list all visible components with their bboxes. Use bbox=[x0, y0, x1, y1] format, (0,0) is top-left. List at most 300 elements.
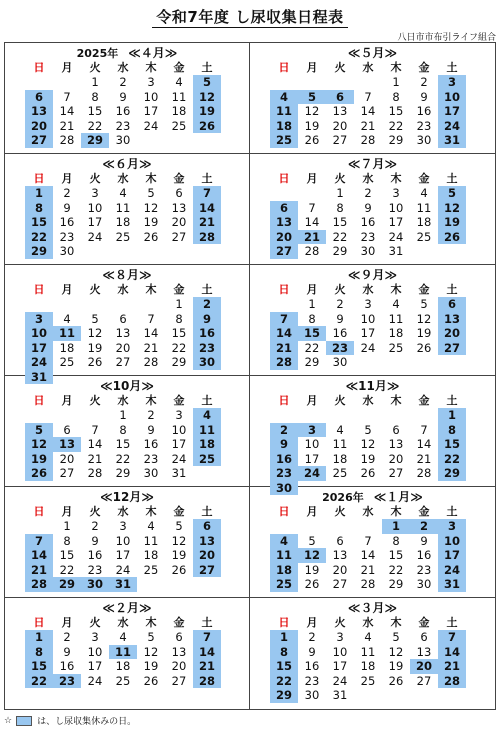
holiday-day: 7 bbox=[25, 534, 53, 549]
day: 1 bbox=[392, 75, 400, 89]
holiday-day: 31 bbox=[438, 133, 466, 148]
day: 20 bbox=[332, 118, 348, 133]
weekday-header bbox=[25, 171, 221, 186]
holiday-day: 30 bbox=[270, 481, 298, 496]
day-grid bbox=[270, 186, 466, 259]
holiday-day: 17 bbox=[25, 341, 53, 356]
day: 19 bbox=[87, 340, 103, 355]
day-grid bbox=[25, 630, 221, 688]
empty-day bbox=[298, 75, 326, 90]
day: 28 bbox=[360, 133, 376, 147]
weekday-label: 月 bbox=[306, 505, 318, 518]
day-grid bbox=[25, 519, 221, 592]
day: 21 bbox=[143, 340, 159, 355]
day: 18 bbox=[115, 659, 131, 673]
day: 18 bbox=[388, 326, 404, 340]
day: 9 bbox=[91, 533, 99, 548]
day: 10 bbox=[304, 437, 320, 451]
weekday-header bbox=[270, 282, 466, 297]
day: 17 bbox=[304, 451, 320, 466]
weekday-label: 火 bbox=[334, 394, 346, 407]
day: 31 bbox=[388, 244, 404, 258]
day: 3 bbox=[336, 630, 344, 644]
weekday-label: 金 bbox=[418, 394, 430, 407]
day: 4 bbox=[63, 311, 71, 326]
day: 6 bbox=[420, 630, 428, 644]
day: 16 bbox=[416, 104, 432, 118]
weekday-header bbox=[25, 282, 221, 297]
empty-day bbox=[382, 408, 410, 423]
day: 26 bbox=[360, 466, 376, 480]
weekday-label: 日 bbox=[278, 61, 290, 74]
holiday-day: 14 bbox=[438, 645, 466, 660]
day: 26 bbox=[171, 562, 187, 577]
day: 24 bbox=[87, 229, 103, 244]
day: 19 bbox=[360, 451, 376, 466]
day: 28 bbox=[304, 244, 320, 258]
weekday-label: 水 bbox=[362, 394, 374, 407]
day: 26 bbox=[304, 133, 320, 147]
day: 24 bbox=[143, 118, 159, 133]
day: 16 bbox=[143, 437, 159, 451]
day: 3 bbox=[392, 186, 400, 200]
day: 10 bbox=[87, 200, 103, 215]
day: 29 bbox=[388, 577, 404, 591]
holiday-day: 4 bbox=[270, 534, 298, 549]
holiday-day: 25 bbox=[270, 133, 298, 148]
day: 6 bbox=[119, 311, 127, 326]
weekday-label: 木 bbox=[390, 616, 402, 629]
day: 18 bbox=[332, 451, 348, 466]
empty-day bbox=[326, 519, 354, 534]
day: 24 bbox=[87, 673, 103, 688]
holiday-day: 31 bbox=[438, 577, 466, 592]
month-panel bbox=[5, 376, 250, 487]
day: 22 bbox=[59, 562, 75, 577]
weekday-label: 土 bbox=[446, 283, 458, 296]
weekday-label: 火 bbox=[89, 616, 101, 629]
day: 8 bbox=[392, 89, 400, 104]
month-label: ≪５月≫ bbox=[347, 46, 398, 60]
day: 7 bbox=[364, 533, 372, 548]
day-grid bbox=[25, 408, 221, 481]
weekday-label: 水 bbox=[117, 505, 129, 518]
holiday-day: 25 bbox=[193, 452, 221, 467]
holiday-day: 12 bbox=[438, 201, 466, 216]
day: 21 bbox=[87, 451, 103, 466]
day: 12 bbox=[87, 326, 103, 340]
holiday-day: 1 bbox=[25, 630, 53, 645]
holiday-day: 20 bbox=[270, 230, 298, 245]
day: 19 bbox=[143, 215, 159, 229]
day: 27 bbox=[59, 466, 75, 480]
day: 27 bbox=[332, 577, 348, 591]
day: 13 bbox=[171, 200, 187, 215]
month-panel bbox=[5, 154, 250, 265]
empty-day bbox=[298, 408, 326, 423]
day: 28 bbox=[87, 466, 103, 480]
day: 14 bbox=[304, 215, 320, 229]
day-grid bbox=[270, 408, 466, 495]
day: 5 bbox=[147, 186, 155, 200]
holiday-day: 12 bbox=[25, 437, 53, 452]
weekday-label: 金 bbox=[418, 283, 430, 296]
holiday-day: 29 bbox=[81, 133, 109, 148]
day: 3 bbox=[175, 408, 183, 422]
month-label: ≪２月≫ bbox=[102, 601, 152, 615]
day: 23 bbox=[416, 562, 432, 577]
day: 15 bbox=[388, 104, 404, 118]
day: 28 bbox=[143, 355, 159, 369]
weekday-label: 日 bbox=[278, 505, 290, 518]
holiday-day: 3 bbox=[438, 75, 466, 90]
weekday-label: 木 bbox=[145, 283, 157, 296]
empty-day bbox=[270, 519, 298, 534]
holiday-day: 13 bbox=[53, 437, 81, 452]
holiday-day: 23 bbox=[326, 341, 354, 356]
weekday-label: 日 bbox=[33, 505, 45, 518]
day: 18 bbox=[115, 215, 131, 229]
month-panel bbox=[250, 265, 495, 376]
empty-day bbox=[354, 519, 382, 534]
month-label: ≪９月≫ bbox=[347, 268, 398, 282]
day: 16 bbox=[360, 215, 376, 229]
holiday-day: 6 bbox=[438, 297, 466, 312]
holiday-day: 2 bbox=[270, 423, 298, 438]
month-title bbox=[5, 599, 249, 616]
day: 18 bbox=[171, 104, 187, 118]
holiday-day: 9 bbox=[270, 437, 298, 452]
holiday-day: 22 bbox=[438, 452, 466, 467]
empty-day bbox=[53, 408, 81, 423]
day: 24 bbox=[115, 562, 131, 577]
day: 5 bbox=[147, 630, 155, 644]
holiday-day: 23 bbox=[193, 341, 221, 356]
holiday-day: 7 bbox=[438, 630, 466, 645]
day: 11 bbox=[360, 644, 376, 659]
day: 2 bbox=[91, 519, 99, 533]
day: 2 bbox=[420, 75, 428, 89]
month-panel bbox=[5, 487, 250, 598]
weekday-label: 水 bbox=[362, 61, 374, 74]
organization-name: 八日市市布引ライフ組合 bbox=[397, 33, 496, 43]
holiday-day: 4 bbox=[193, 408, 221, 423]
day: 24 bbox=[388, 229, 404, 244]
weekday-label: 水 bbox=[117, 61, 129, 74]
holiday-day: 21 bbox=[270, 341, 298, 356]
holiday-day: 6 bbox=[270, 201, 298, 216]
empty-day bbox=[81, 408, 109, 423]
day: 21 bbox=[360, 562, 376, 577]
holiday-day: 11 bbox=[109, 645, 137, 660]
weekday-label: 木 bbox=[145, 394, 157, 407]
day: 2 bbox=[119, 75, 127, 89]
day: 2 bbox=[63, 630, 71, 644]
holiday-day: 6 bbox=[326, 90, 354, 105]
day: 1 bbox=[91, 75, 99, 89]
holiday-day: 8 bbox=[25, 201, 53, 216]
day: 22 bbox=[332, 229, 348, 244]
day-grid bbox=[25, 75, 221, 148]
day: 5 bbox=[308, 533, 316, 548]
day: 20 bbox=[115, 340, 131, 355]
weekday-label: 金 bbox=[173, 61, 185, 74]
day: 22 bbox=[115, 451, 131, 466]
weekday-label: 水 bbox=[362, 616, 374, 629]
holiday-day: 29 bbox=[438, 466, 466, 481]
day: 25 bbox=[416, 229, 432, 244]
day: 15 bbox=[388, 548, 404, 562]
day: 14 bbox=[360, 104, 376, 118]
holiday-day: 28 bbox=[193, 230, 221, 245]
day: 7 bbox=[147, 311, 155, 326]
legend bbox=[4, 714, 136, 727]
day: 27 bbox=[171, 229, 187, 244]
day: 10 bbox=[115, 533, 131, 548]
day: 12 bbox=[171, 533, 187, 548]
day: 14 bbox=[360, 548, 376, 562]
weekday-label: 月 bbox=[61, 505, 73, 518]
day: 28 bbox=[59, 133, 75, 147]
day: 17 bbox=[87, 659, 103, 673]
holiday-day: 26 bbox=[438, 230, 466, 245]
holiday-day: 14 bbox=[25, 548, 53, 563]
weekday-label: 土 bbox=[201, 61, 213, 74]
month-title bbox=[250, 155, 495, 172]
day: 14 bbox=[59, 104, 75, 118]
day: 22 bbox=[87, 118, 103, 133]
holiday-day: 5 bbox=[438, 186, 466, 201]
holiday-day: 10 bbox=[25, 326, 53, 341]
month-label: ≪４月≫ bbox=[128, 46, 178, 60]
holiday-day: 5 bbox=[25, 423, 53, 438]
day: 9 bbox=[420, 89, 428, 104]
holiday-day: 4 bbox=[270, 90, 298, 105]
day: 11 bbox=[115, 200, 131, 215]
day: 25 bbox=[143, 562, 159, 577]
day: 30 bbox=[332, 355, 348, 369]
weekday-label: 火 bbox=[89, 283, 101, 296]
day: 2 bbox=[308, 630, 316, 644]
empty-day bbox=[109, 297, 137, 312]
day: 23 bbox=[115, 118, 131, 133]
holiday-day: 28 bbox=[270, 355, 298, 370]
holiday-day: 31 bbox=[25, 370, 53, 385]
holiday-day: 1 bbox=[25, 186, 53, 201]
day: 11 bbox=[388, 311, 404, 326]
day: 12 bbox=[304, 104, 320, 118]
holiday-day: 2 bbox=[410, 519, 438, 534]
day: 25 bbox=[115, 673, 131, 688]
empty-day bbox=[25, 297, 53, 312]
holiday-day: 20 bbox=[193, 548, 221, 563]
empty-day bbox=[270, 75, 298, 90]
weekday-label: 土 bbox=[446, 394, 458, 407]
day: 7 bbox=[91, 422, 99, 437]
day: 15 bbox=[332, 215, 348, 229]
day: 29 bbox=[115, 466, 131, 480]
weekday-label: 火 bbox=[334, 616, 346, 629]
day: 9 bbox=[420, 533, 428, 548]
day: 12 bbox=[416, 311, 432, 326]
holiday-day: 26 bbox=[193, 119, 221, 134]
day: 17 bbox=[171, 437, 187, 451]
holiday-day: 5 bbox=[193, 75, 221, 90]
empty-day bbox=[270, 297, 298, 312]
day: 19 bbox=[171, 548, 187, 562]
month-panel bbox=[250, 154, 495, 265]
day: 17 bbox=[360, 326, 376, 340]
weekday-header bbox=[270, 171, 466, 186]
holiday-day: 28 bbox=[438, 674, 466, 689]
holiday-day: 8 bbox=[270, 645, 298, 660]
day: 4 bbox=[364, 630, 372, 644]
day: 16 bbox=[416, 548, 432, 562]
day: 17 bbox=[143, 104, 159, 118]
day-grid bbox=[270, 519, 466, 592]
day: 4 bbox=[392, 297, 400, 311]
day: 30 bbox=[143, 466, 159, 480]
day: 13 bbox=[115, 326, 131, 340]
holiday-day: 13 bbox=[193, 534, 221, 549]
day: 10 bbox=[388, 200, 404, 215]
day: 25 bbox=[59, 355, 75, 369]
month-label: ≪12月≫ bbox=[100, 490, 154, 504]
day: 29 bbox=[304, 355, 320, 369]
day: 5 bbox=[392, 630, 400, 644]
holiday-day: 23 bbox=[270, 466, 298, 481]
month-label: ≪７月≫ bbox=[347, 157, 398, 171]
day: 20 bbox=[171, 215, 187, 229]
month-label: ≪６月≫ bbox=[102, 157, 152, 171]
day: 8 bbox=[91, 89, 99, 104]
day: 25 bbox=[332, 466, 348, 480]
day: 6 bbox=[175, 630, 183, 644]
weekday-label: 木 bbox=[145, 616, 157, 629]
day: 15 bbox=[115, 437, 131, 451]
day: 2 bbox=[63, 186, 71, 200]
weekday-header bbox=[270, 393, 466, 408]
holiday-day: 13 bbox=[270, 215, 298, 230]
holiday-day: 24 bbox=[438, 119, 466, 134]
weekday-label: 月 bbox=[306, 283, 318, 296]
holiday-day: 12 bbox=[298, 548, 326, 563]
day: 4 bbox=[147, 519, 155, 533]
day: 23 bbox=[59, 229, 75, 244]
day: 10 bbox=[332, 644, 348, 659]
weekday-label: 月 bbox=[61, 283, 73, 296]
month-title bbox=[5, 488, 249, 505]
day: 2 bbox=[336, 297, 344, 311]
empty-day bbox=[137, 297, 165, 312]
holiday-day: 7 bbox=[193, 630, 221, 645]
weekday-label: 水 bbox=[362, 283, 374, 296]
day: 27 bbox=[171, 673, 187, 688]
weekday-label: 日 bbox=[278, 616, 290, 629]
weekday-header bbox=[270, 504, 466, 519]
weekday-label: 日 bbox=[33, 283, 45, 296]
empty-day bbox=[410, 408, 438, 423]
weekday-label: 火 bbox=[89, 61, 101, 74]
holiday-day: 25 bbox=[270, 577, 298, 592]
day: 26 bbox=[87, 355, 103, 369]
day: 19 bbox=[304, 562, 320, 577]
day: 5 bbox=[364, 422, 372, 437]
day: 17 bbox=[115, 548, 131, 562]
weekday-label: 土 bbox=[446, 61, 458, 74]
day: 27 bbox=[332, 133, 348, 147]
day: 3 bbox=[364, 297, 372, 311]
holiday-day: 19 bbox=[438, 215, 466, 230]
holiday-day: 21 bbox=[438, 659, 466, 674]
holiday-day: 16 bbox=[193, 326, 221, 341]
year-label: 2026年 bbox=[322, 491, 364, 504]
day: 13 bbox=[332, 548, 348, 562]
day: 21 bbox=[59, 118, 75, 133]
weekday-label: 火 bbox=[89, 505, 101, 518]
weekday-label: 木 bbox=[390, 61, 402, 74]
weekday-label: 木 bbox=[145, 505, 157, 518]
holiday-day: 6 bbox=[25, 90, 53, 105]
holiday-day: 11 bbox=[270, 104, 298, 119]
weekday-label: 木 bbox=[390, 394, 402, 407]
weekday-label: 金 bbox=[173, 283, 185, 296]
holiday-day: 30 bbox=[193, 355, 221, 370]
holiday-day: 27 bbox=[270, 244, 298, 259]
holiday-day: 3 bbox=[25, 312, 53, 327]
day: 25 bbox=[388, 340, 404, 355]
day: 24 bbox=[332, 673, 348, 688]
day: 29 bbox=[388, 133, 404, 147]
day: 11 bbox=[171, 89, 187, 104]
holiday-day: 20 bbox=[410, 659, 438, 674]
day: 9 bbox=[336, 311, 344, 326]
day: 30 bbox=[304, 688, 320, 702]
day-grid bbox=[25, 297, 221, 384]
day: 16 bbox=[59, 659, 75, 673]
day: 24 bbox=[171, 451, 187, 466]
weekday-label: 木 bbox=[390, 283, 402, 296]
holiday-day: 21 bbox=[193, 659, 221, 674]
empty-day bbox=[25, 75, 53, 90]
day: 13 bbox=[416, 644, 432, 659]
holiday-day: 7 bbox=[270, 312, 298, 327]
day: 15 bbox=[59, 548, 75, 562]
holiday-day: 18 bbox=[270, 119, 298, 134]
day: 23 bbox=[360, 229, 376, 244]
weekday-label: 水 bbox=[117, 394, 129, 407]
holiday-day: 31 bbox=[109, 577, 137, 592]
day: 15 bbox=[171, 326, 187, 340]
day: 5 bbox=[420, 297, 428, 311]
weekday-label: 土 bbox=[201, 394, 213, 407]
month-panel bbox=[250, 487, 495, 598]
weekday-label: 水 bbox=[117, 616, 129, 629]
holiday-day: 20 bbox=[438, 326, 466, 341]
day: 1 bbox=[336, 186, 344, 200]
empty-day bbox=[25, 519, 53, 534]
day: 27 bbox=[416, 673, 432, 688]
day: 30 bbox=[360, 244, 376, 258]
day: 8 bbox=[308, 311, 316, 326]
weekday-label: 火 bbox=[89, 172, 101, 185]
day: 10 bbox=[143, 89, 159, 104]
day-grid bbox=[270, 75, 466, 148]
weekday-label: 土 bbox=[201, 283, 213, 296]
weekday-label: 金 bbox=[173, 616, 185, 629]
holiday-day: 28 bbox=[25, 577, 53, 592]
day: 23 bbox=[304, 673, 320, 688]
